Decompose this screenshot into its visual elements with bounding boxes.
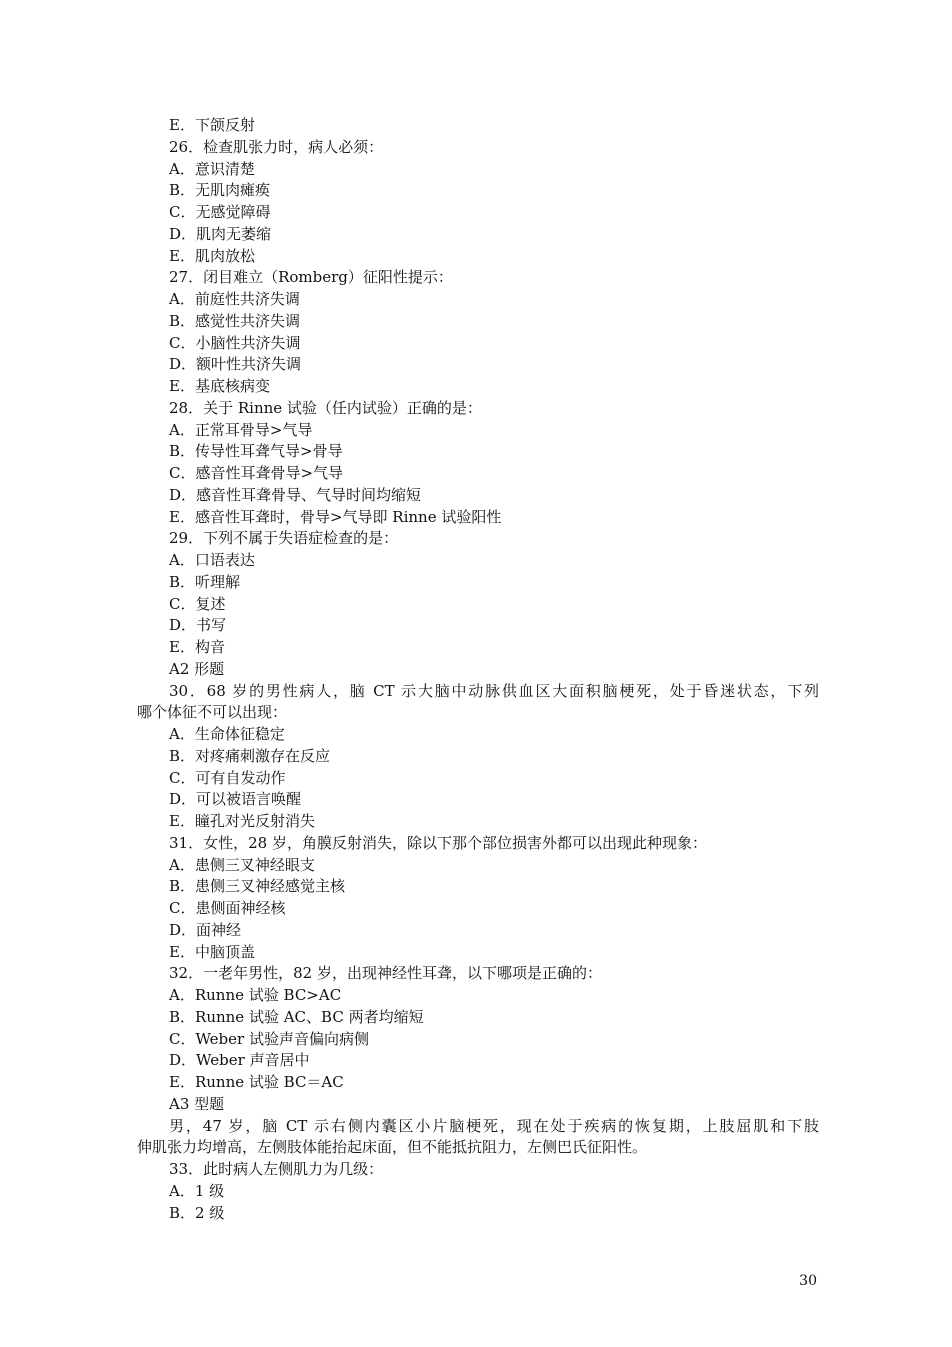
text-line: B．Runne 试验 AC、BC 两者均缩短 bbox=[169, 1007, 424, 1026]
text-line: C．无感觉障碍 bbox=[169, 203, 271, 221]
text-line: C．感音性耳聋骨导>气导 bbox=[169, 464, 344, 482]
text-line: B．听理解 bbox=[169, 572, 241, 591]
text-line: 男，47 岁，脑 CT 示右侧内囊区小片脑梗死，现在处于疾病的恢复期，上肢屈肌和下肢 bbox=[169, 1116, 819, 1135]
text-line: E．肌肉放松 bbox=[169, 246, 255, 265]
text-line: A．正常耳骨导>气导 bbox=[169, 420, 313, 439]
text-line: D．肌肉无萎缩 bbox=[169, 224, 272, 243]
text-line: C．复述 bbox=[169, 594, 226, 613]
text-line: C．患侧面神经核 bbox=[169, 899, 286, 917]
text-line: E．感音性耳聋时，骨导>气导即 Rinne 试验阳性 bbox=[169, 507, 502, 526]
text-line: 28．关于 Rinne 试验（任内试验）正确的是： bbox=[169, 398, 482, 417]
document-body bbox=[137, 115, 819, 1224]
text-line: A2 形题 bbox=[169, 659, 225, 678]
text-line: C．可有自发动作 bbox=[169, 768, 286, 787]
page-number: 30 bbox=[799, 1273, 817, 1289]
text-line: C．小脑性共济失调 bbox=[169, 333, 301, 352]
text-line: A3 型题 bbox=[169, 1094, 225, 1113]
text-line: A．1 级 bbox=[169, 1181, 225, 1200]
text-line: E．Runne 试验 BC＝AC bbox=[169, 1073, 344, 1091]
text-line: D．额叶性共济失调 bbox=[169, 355, 302, 374]
text-line: 29．下列不属于失语症检查的是： bbox=[169, 529, 399, 548]
text-line: 26．检查肌张力时，病人必须： bbox=[169, 137, 384, 156]
text-line: D．书写 bbox=[169, 616, 227, 635]
text-line: 31．女性，28 岁，角膜反射消失，除以下那个部位损害外都可以出现此种现象： bbox=[169, 833, 707, 852]
text-line: D．Weber 声音居中 bbox=[169, 1051, 310, 1070]
text-line: D．可以被语言唤醒 bbox=[169, 790, 302, 809]
text-line: E．基底核病变 bbox=[169, 377, 270, 395]
text-line: A．Runne 试验 BC>AC bbox=[169, 986, 342, 1004]
text-line: 伸肌张力均增高，左侧肢体能抬起床面，但不能抵抗阻力，左侧巴氏征阳性。 bbox=[137, 1138, 648, 1157]
text-line: B．传导性耳聋气导>骨导 bbox=[169, 442, 343, 461]
text-line: A．生命体征稳定 bbox=[169, 725, 285, 743]
text-line: A．意识清楚 bbox=[169, 159, 255, 178]
text-line: D．面神经 bbox=[169, 920, 242, 939]
text-line: B．无肌肉瘫痪 bbox=[169, 181, 271, 200]
text-line: A．口语表达 bbox=[169, 551, 255, 569]
text-line: B．2 级 bbox=[169, 1203, 225, 1222]
text-line: E．下颌反射 bbox=[169, 116, 255, 134]
text-line: 27．闭目难立（Romberg）征阳性提示： bbox=[169, 268, 453, 287]
text-line: D．感音性耳聋骨导、气导时间均缩短 bbox=[169, 485, 422, 504]
text-line: 33．此时病人左侧肌力为几级： bbox=[169, 1160, 384, 1178]
text-line: E．构音 bbox=[169, 638, 225, 656]
text-line: 30．68 岁的男性病人，脑 CT 示大脑中动脉供血区大面积脑梗死，处于昏迷状态，下列 bbox=[169, 681, 819, 700]
text-line: A．患侧三叉神经眼支 bbox=[169, 855, 315, 874]
text-line: 哪个体征不可以出现： bbox=[137, 703, 288, 722]
text-line: B．感觉性共济失调 bbox=[169, 311, 301, 330]
text-line: B．患侧三叉神经感觉主核 bbox=[169, 877, 346, 896]
text-line: 32．一老年男性，82 岁，出现神经性耳聋，以下哪项是正确的： bbox=[169, 964, 602, 983]
text-line: C．Weber 试验声音偏向病侧 bbox=[169, 1029, 369, 1048]
text-line: E．瞳孔对光反射消失 bbox=[169, 812, 315, 830]
text-line: A．前庭性共济失调 bbox=[169, 290, 300, 308]
text-line: E．中脑顶盖 bbox=[169, 942, 255, 961]
text-line: B．对疼痛刺激存在反应 bbox=[169, 746, 331, 765]
